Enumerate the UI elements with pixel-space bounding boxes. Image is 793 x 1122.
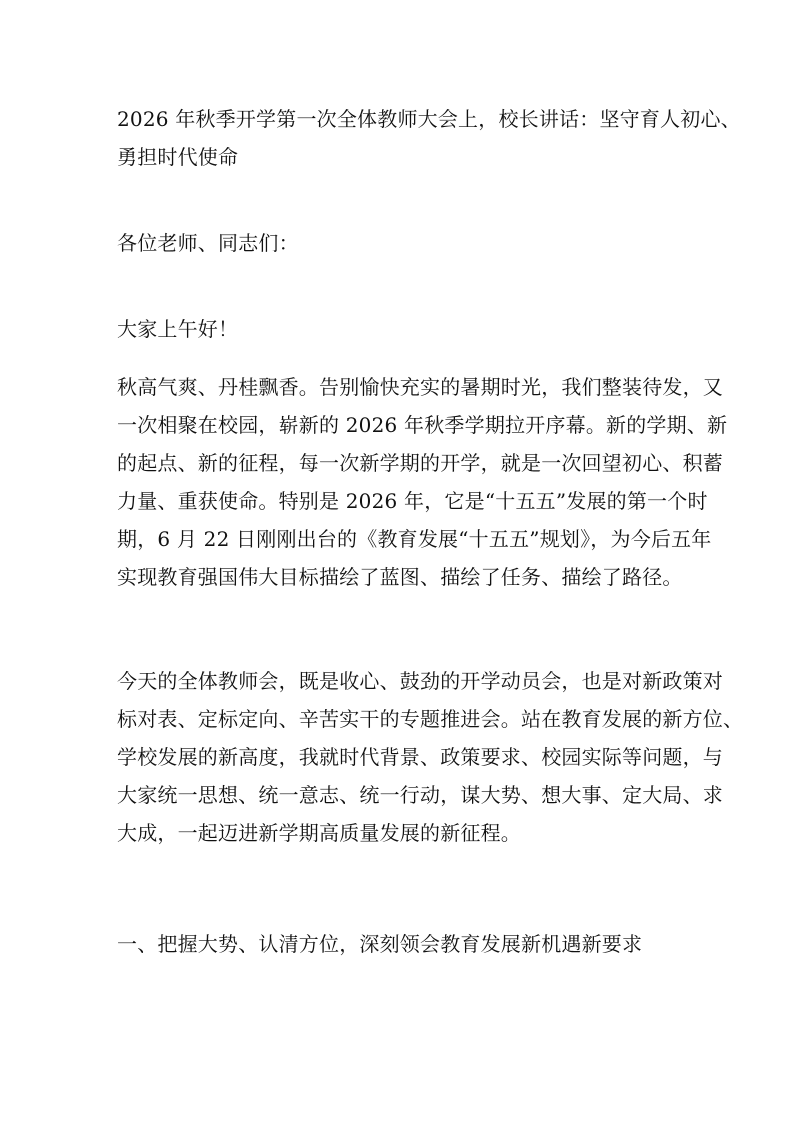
section-heading-text: 一、把握大势、认清方位，深刻领会教育发展新机遇新要求 <box>117 932 643 956</box>
title-line: 勇担时代使命 <box>117 145 239 169</box>
paragraph-line: 秋高气爽、丹桂飘香。告别愉快充实的暑期时光，我们整装待发，又 <box>117 375 723 399</box>
paragraph-line: 力量、重获使命。特别是 2026 年，它是“十五五”发展的第一个时 <box>117 489 708 513</box>
paragraph-line: 今天的全体教师会，既是收心、鼓劲的开学动员会，也是对新政策对 <box>117 669 723 693</box>
paragraph-line: 学校发展的新高度，我就时代背景、政策要求、校园实际等问题，与 <box>117 745 723 769</box>
paragraph-line: 大家统一思想、统一意志、统一行动，谋大势、想大事、定大局、求 <box>117 783 723 807</box>
title-line: 2026 年秋季开学第一次全体教师大会上，校长讲话：坚守育人初心、 <box>117 107 741 131</box>
paragraph-1 <box>117 368 728 596</box>
paragraph-line: 实现教育强国伟大目标描绘了蓝图、描绘了任务、描绘了路径。 <box>117 565 683 589</box>
paragraph-line: 的起点、新的征程，每一次新学期的开学，就是一次回望初心、积蓄 <box>117 451 723 475</box>
paragraph-line: 大成，一起迈进新学期高质量发展的新征程。 <box>117 821 521 845</box>
greeting-text: 大家上午好！ <box>117 317 239 341</box>
document-title <box>117 100 741 176</box>
paragraph-line: 标对表、定标定向、辛苦实干的专题推进会。站在教育发展的新方位、 <box>117 707 744 731</box>
paragraph-2 <box>117 662 744 852</box>
salutation <box>117 224 692 262</box>
paragraph-line: 期，6 月 22 日刚刚出台的《教育发展“十五五”规划》，为今后五年 <box>117 527 712 551</box>
paragraph-line: 一次相聚在校园，崭新的 2026 年秋季学期拉开序幕。新的学期、新 <box>117 413 728 437</box>
greeting <box>117 310 692 348</box>
section-heading <box>117 925 692 963</box>
salutation-text: 各位老师、同志们： <box>117 231 299 255</box>
